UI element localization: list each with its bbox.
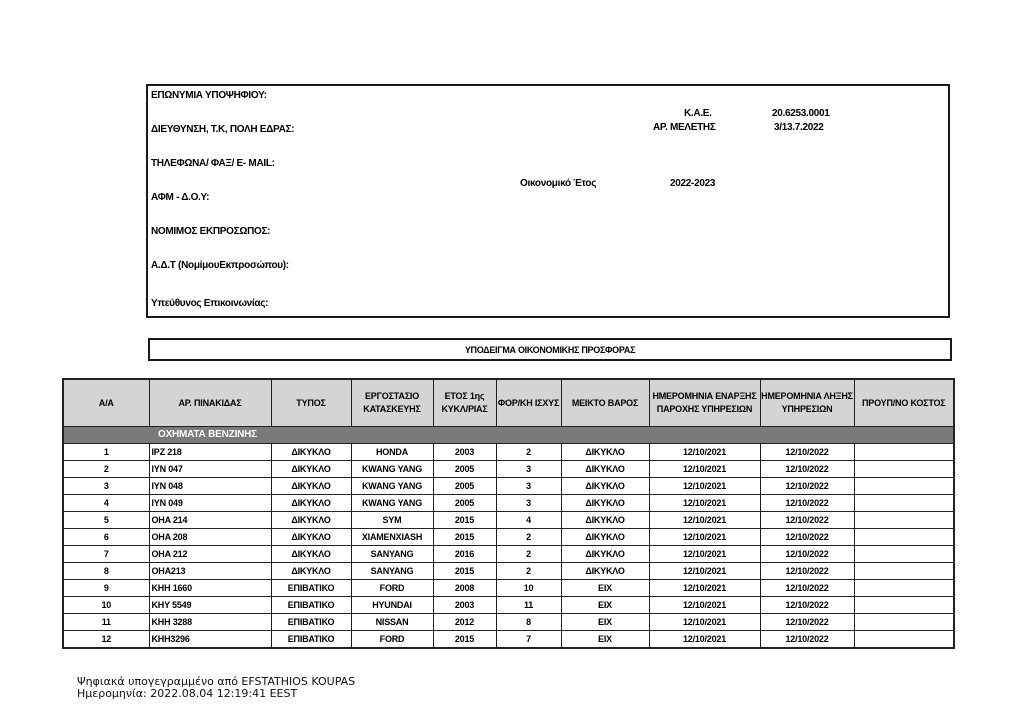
first-registration-year: 2005: [433, 478, 496, 495]
taxable-power: 10: [496, 580, 561, 597]
vehicle-type: ΔΙΚΥΚΛΟ: [271, 512, 351, 529]
first-registration-year: 2015: [433, 512, 496, 529]
header-budget-cost: ΠΡΟΥΠ/ΝΟ ΚΟΣΤΟΣ: [854, 379, 954, 427]
gross-weight: ΕΙΧ: [561, 614, 649, 631]
header-type: ΤΥΠΟΣ: [271, 379, 351, 427]
budget-cost[interactable]: [854, 597, 954, 614]
gross-weight: ΔΙΚΥΚΛΟ: [561, 461, 649, 478]
kae-label: Κ.Α.Ε.: [684, 108, 712, 119]
table-row: [63, 631, 954, 649]
service-end-date: 12/10/2022: [760, 597, 854, 614]
vehicle-type: ΕΠΙΒΑΤΙΚΟ: [271, 631, 351, 649]
service-start-date: 12/10/2021: [649, 614, 760, 631]
table-row: [63, 478, 954, 495]
row-index: 2: [63, 461, 149, 478]
row-index: 3: [63, 478, 149, 495]
service-end-date: 12/10/2022: [760, 614, 854, 631]
table-row: [63, 495, 954, 512]
header-manufacturer: ΕΡΓΟΣΤΑΣΙΟ ΚΑΤΑΣΚΕΥΗΣ: [351, 379, 433, 427]
header-plate: ΑΡ. ΠΙΝΑΚΙΔΑΣ: [149, 379, 271, 427]
budget-cost[interactable]: [854, 631, 954, 649]
service-start-date: 12/10/2021: [649, 495, 760, 512]
vehicle-type: ΕΠΙΒΑΤΙΚΟ: [271, 580, 351, 597]
manufacturer: NISSAN: [351, 614, 433, 631]
fiscal-year-label: Οικονομικό Έτος: [520, 178, 597, 189]
first-registration-year: 2015: [433, 529, 496, 546]
vehicle-type: ΔΙΚΥΚΛΟ: [271, 478, 351, 495]
row-index: 4: [63, 495, 149, 512]
first-registration-year: 2003: [433, 597, 496, 614]
taxable-power: 2: [496, 563, 561, 580]
gross-weight: ΔΙΚΥΚΛΟ: [561, 546, 649, 563]
manufacturer: FORD: [351, 580, 433, 597]
vehicles-table: [62, 378, 955, 649]
vehicle-type: ΔΙΚΥΚΛΟ: [271, 495, 351, 512]
row-index: 11: [63, 614, 149, 631]
table-row: [63, 546, 954, 563]
service-end-date: 12/10/2022: [760, 478, 854, 495]
budget-cost[interactable]: [854, 461, 954, 478]
row-index: 12: [63, 631, 149, 649]
budget-cost[interactable]: [854, 614, 954, 631]
service-end-date: 12/10/2022: [760, 546, 854, 563]
first-registration-year: 2003: [433, 444, 496, 461]
study-number-label: ΑΡ. ΜΕΛΕΤΗΣ: [653, 122, 716, 133]
address-label: ΔΙΕΥΘΥΝΣΗ, Τ.Κ, ΠΟΛΗ ΕΔΡΑΣ:: [151, 124, 295, 135]
vehicle-type: ΔΙΚΥΚΛΟ: [271, 546, 351, 563]
manufacturer: KWANG YANG: [351, 478, 433, 495]
gross-weight: ΕΙΧ: [561, 580, 649, 597]
table-row: [63, 563, 954, 580]
service-end-date: 12/10/2022: [760, 529, 854, 546]
table-row: [63, 614, 954, 631]
gross-weight: ΔΙΚΥΚΛΟ: [561, 529, 649, 546]
row-index: 10: [63, 597, 149, 614]
contact-label: ΤΗΛΕΦΩΝΑ/ ΦΑΞ/ Ε- MAIL:: [151, 158, 275, 169]
service-start-date: 12/10/2021: [649, 631, 760, 649]
service-end-date: 12/10/2022: [760, 563, 854, 580]
plate-number: OHA 214: [149, 512, 271, 529]
plate-number: IYN 049: [149, 495, 271, 512]
service-start-date: 12/10/2021: [649, 529, 760, 546]
row-index: 8: [63, 563, 149, 580]
row-index: 7: [63, 546, 149, 563]
plate-number: KHH 1660: [149, 580, 271, 597]
header-service-start-date: ΗΜΕΡΟΜΗΝΙΑ ΕΝΑΡΞΗΣ ΠΑΡΟΧΗΣ ΥΠΗΡΕΣΙΩΝ: [649, 379, 760, 427]
vehicle-type: ΔΙΚΥΚΛΟ: [271, 529, 351, 546]
first-registration-year: 2005: [433, 461, 496, 478]
vat-tax-office-label: ΑΦΜ - Δ.Ο.Υ:: [151, 192, 210, 203]
offer-template-title: ΥΠΟΔΕΙΓΜΑ ΟΙΚΟΝΟΜΙΚΗΣ ΠΡΟΣΦΟΡΑΣ: [148, 338, 952, 361]
taxable-power: 4: [496, 512, 561, 529]
first-registration-year: 2008: [433, 580, 496, 597]
first-registration-year: 2015: [433, 563, 496, 580]
plate-number: KHY 5549: [149, 597, 271, 614]
study-number-value: 3/13.7.2022: [774, 122, 824, 133]
gross-weight: ΔΙΚΥΚΛΟ: [561, 478, 649, 495]
taxable-power: 3: [496, 495, 561, 512]
table-row: [63, 444, 954, 461]
plate-number: OHA 212: [149, 546, 271, 563]
row-index: 5: [63, 512, 149, 529]
service-start-date: 12/10/2021: [649, 580, 760, 597]
section-row: [63, 427, 954, 444]
manufacturer: SANYANG: [351, 563, 433, 580]
first-registration-year: 2016: [433, 546, 496, 563]
header-gross-weight: ΜΕΙΚΤΟ ΒΑΡΟΣ: [561, 379, 649, 427]
taxable-power: 2: [496, 546, 561, 563]
budget-cost[interactable]: [854, 563, 954, 580]
table-header-row: [63, 379, 954, 427]
header-service-end-date: ΗΜΕΡΟΜΗΝΙΑ ΛΗΞΗΣ ΥΠΗΡΕΣΙΩΝ: [760, 379, 854, 427]
kae-value: 20.6253.0001: [772, 108, 830, 119]
manufacturer: XIAMENXIASH: [351, 529, 433, 546]
service-start-date: 12/10/2021: [649, 597, 760, 614]
budget-cost[interactable]: [854, 478, 954, 495]
manufacturer: SANYANG: [351, 546, 433, 563]
vehicle-type: ΔΙΚΥΚΛΟ: [271, 563, 351, 580]
first-registration-year: 2005: [433, 495, 496, 512]
budget-cost[interactable]: [854, 512, 954, 529]
budget-cost[interactable]: [854, 546, 954, 563]
budget-cost[interactable]: [854, 495, 954, 512]
header-index: Α/Α: [63, 379, 149, 427]
plate-number: OHA213: [149, 563, 271, 580]
section-label: ΟΧΗΜΑΤΑ ΒΕΝΖΙΝΗΣ: [157, 429, 257, 440]
fiscal-year-value: 2022-2023: [670, 178, 716, 189]
plate-number: KHH3296: [149, 631, 271, 649]
taxable-power: 7: [496, 631, 561, 649]
signature-date: Ημερομηνία: 2022.08.04 12:19:41 EEST: [77, 687, 298, 700]
budget-cost[interactable]: [854, 444, 954, 461]
taxable-power: 2: [496, 529, 561, 546]
service-start-date: 12/10/2021: [649, 546, 760, 563]
company-name-label: ΕΠΩΝΥΜΙΑ ΥΠΟΨΗΦΙΟΥ:: [151, 90, 267, 101]
digital-signature: [77, 676, 355, 700]
budget-cost[interactable]: [854, 529, 954, 546]
service-end-date: 12/10/2022: [760, 444, 854, 461]
service-end-date: 12/10/2022: [760, 580, 854, 597]
vehicle-type: ΔΙΚΥΚΛΟ: [271, 461, 351, 478]
gross-weight: ΕΙΧ: [561, 631, 649, 649]
taxable-power: 3: [496, 461, 561, 478]
budget-cost[interactable]: [854, 580, 954, 597]
plate-number: OHA 208: [149, 529, 271, 546]
service-end-date: 12/10/2022: [760, 512, 854, 529]
legal-representative-label: ΝΟΜΙΜΟΣ ΕΚΠΡΟΣΩΠΟΣ:: [151, 226, 271, 237]
service-end-date: 12/10/2022: [760, 631, 854, 649]
manufacturer: KWANG YANG: [351, 495, 433, 512]
gross-weight: ΔΙΚΥΚΛΟ: [561, 495, 649, 512]
taxable-power: 11: [496, 597, 561, 614]
service-start-date: 12/10/2021: [649, 444, 760, 461]
signature-signer: Ψηφιακά υπογεγραμμένο από EFSTATHIOS KOUPAS: [77, 675, 356, 688]
plate-number: IYN 047: [149, 461, 271, 478]
header-first-registration-year: ΕΤΟΣ 1ης ΚΥΚΛ/ΡΙΑΣ: [433, 379, 496, 427]
row-index: 9: [63, 580, 149, 597]
service-start-date: 12/10/2021: [649, 478, 760, 495]
table-row: [63, 529, 954, 546]
taxable-power: 3: [496, 478, 561, 495]
taxable-power: 2: [496, 444, 561, 461]
applicant-info-box: [146, 84, 950, 318]
service-start-date: 12/10/2021: [649, 512, 760, 529]
gross-weight: ΔΙΚΥΚΛΟ: [561, 512, 649, 529]
plate-number: IYN 048: [149, 478, 271, 495]
manufacturer: KWANG YANG: [351, 461, 433, 478]
row-index: 6: [63, 529, 149, 546]
first-registration-year: 2012: [433, 614, 496, 631]
manufacturer: HONDA: [351, 444, 433, 461]
header-taxable-power: ΦΟΡ/ΚΗ ΙΣΧΥΣ: [496, 379, 561, 427]
service-start-date: 12/10/2021: [649, 563, 760, 580]
taxable-power: 8: [496, 614, 561, 631]
vehicle-type: ΔΙΚΥΚΛΟ: [271, 444, 351, 461]
vehicle-type: ΕΠΙΒΑΤΙΚΟ: [271, 597, 351, 614]
table-row: [63, 597, 954, 614]
contact-person-label: Υπεύθυνος Επικοινωνίας:: [151, 298, 269, 309]
table-row: [63, 461, 954, 478]
representative-id-label: Α.Δ.Τ (ΝομίμουΕκπροσώπου):: [151, 260, 289, 271]
vehicle-type: ΕΠΙΒΑΤΙΚΟ: [271, 614, 351, 631]
plate-number: IPZ 218: [149, 444, 271, 461]
gross-weight: ΔΙΚΥΚΛΟ: [561, 444, 649, 461]
manufacturer: SYM: [351, 512, 433, 529]
manufacturer: FORD: [351, 631, 433, 649]
plate-number: KHH 3288: [149, 614, 271, 631]
service-start-date: 12/10/2021: [649, 461, 760, 478]
table-row: [63, 512, 954, 529]
first-registration-year: 2015: [433, 631, 496, 649]
service-end-date: 12/10/2022: [760, 461, 854, 478]
gross-weight: ΔΙΚΥΚΛΟ: [561, 563, 649, 580]
service-end-date: 12/10/2022: [760, 495, 854, 512]
manufacturer: HYUNDAI: [351, 597, 433, 614]
row-index: 1: [63, 444, 149, 461]
gross-weight: ΕΙΧ: [561, 597, 649, 614]
table-row: [63, 580, 954, 597]
